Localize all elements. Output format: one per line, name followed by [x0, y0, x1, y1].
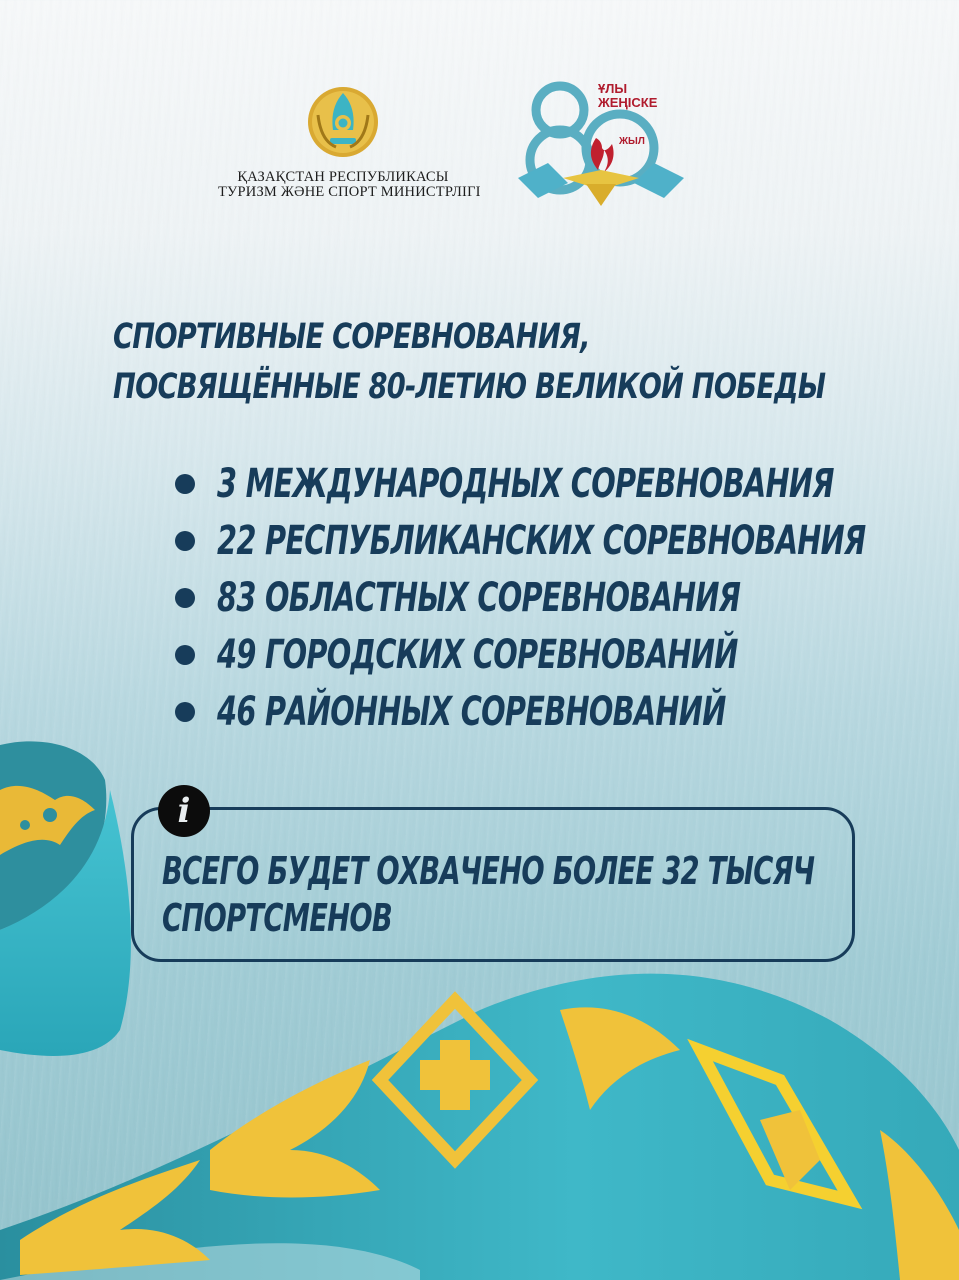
list-item — [175, 569, 959, 626]
list-item-label: 22 РЕСПУБЛИКАНСКИХ СОРЕВНОВАНИЯ — [217, 517, 866, 564]
ministry-name-line1: ҚАЗАҚСТАН РЕСПУБЛИКАСЫ — [237, 169, 449, 185]
competitions-list — [175, 455, 959, 740]
info-icon: i — [158, 785, 210, 837]
list-item — [175, 512, 959, 569]
list-item-label: 49 ГОРОДСКИХ СОРЕВНОВАНИЙ — [217, 631, 738, 678]
bullet-icon — [175, 474, 195, 494]
logo-text-zheniske: ЖЕҢІСКЕ — [598, 95, 658, 110]
bullet-icon — [175, 531, 195, 551]
info-callout-text — [162, 848, 815, 942]
kazakhstan-coat-of-arms-icon — [306, 85, 380, 159]
bullet-icon — [175, 702, 195, 722]
info-line2: СПОРТСМЕНОВ — [162, 896, 393, 940]
ministry-logo — [218, 85, 481, 200]
list-item-label: 3 МЕЖДУНАРОДНЫХ СОРЕВНОВАНИЯ — [217, 460, 834, 507]
victory-80-logo — [508, 78, 694, 208]
page-title — [113, 312, 826, 412]
list-item-label: 46 РАЙОННЫХ СОРЕВНОВАНИЙ — [217, 688, 726, 735]
logo-text-ulу: ҰЛЫ — [598, 81, 628, 96]
list-item — [175, 683, 959, 740]
ornament-left — [0, 786, 95, 855]
list-item-label: 83 ОБЛАСТНЫХ СОРЕВНОВАНИЯ — [217, 574, 741, 621]
title-line2: ПОСВЯЩЁННЫЕ 80-ЛЕТИЮ ВЕЛИКОЙ ПОБЕДЫ — [113, 367, 826, 407]
info-line1: ВСЕГО БУДЕТ ОХВАЧЕНО БОЛЕЕ 32 ТЫСЯЧ — [162, 849, 815, 893]
ornament-bottom — [20, 1000, 959, 1280]
bullet-icon — [175, 588, 195, 608]
list-item — [175, 626, 959, 683]
logo-text-zhyl: ЖЫЛ — [619, 136, 645, 147]
ministry-name-line2: ТУРИЗМ ЖӘНЕ СПОРТ МИНИСТРЛІГІ — [218, 184, 481, 200]
title-line1: СПОРТИВНЫЕ СОРЕВНОВАНИЯ, — [113, 317, 590, 357]
list-item — [175, 455, 959, 512]
bullet-icon — [175, 645, 195, 665]
